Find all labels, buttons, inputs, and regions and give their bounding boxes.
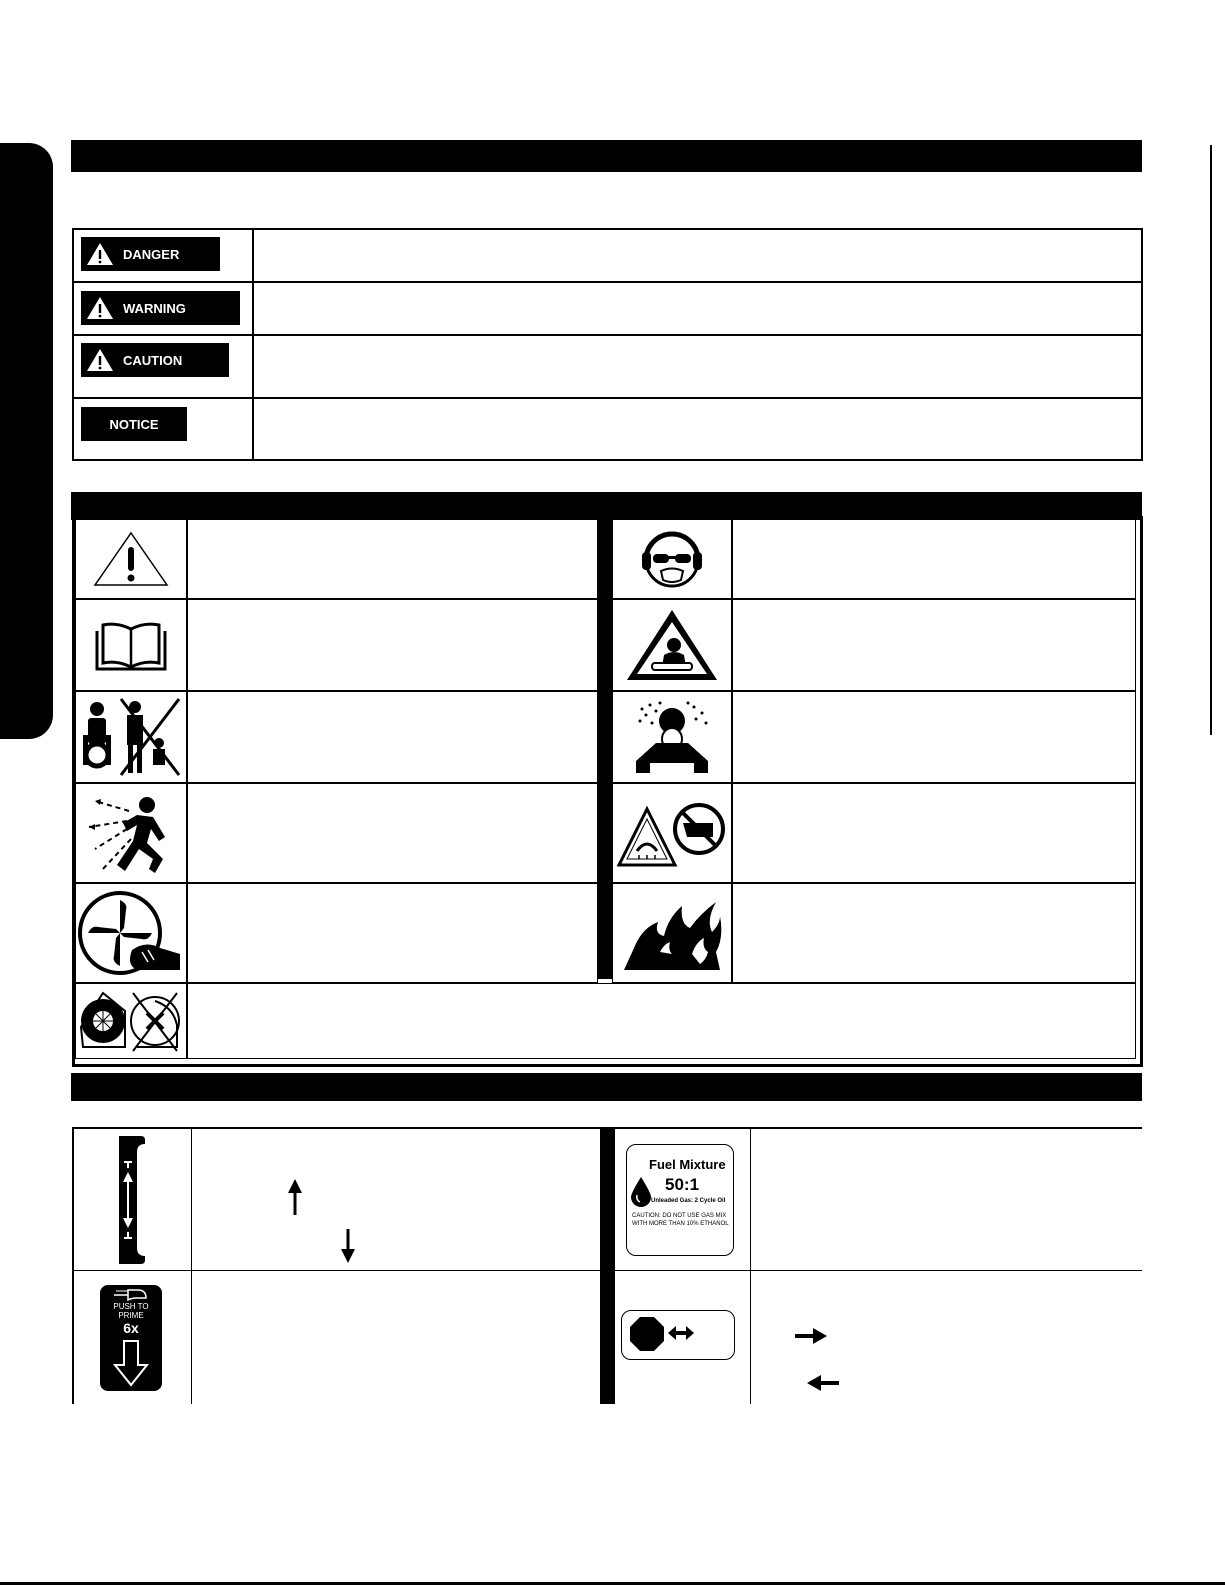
- read-manual-icon: [76, 600, 186, 690]
- bystander-distance-icon: [76, 692, 186, 782]
- stop-switch-icon: [630, 1317, 664, 1351]
- primer-text-line1: PUSH TO: [113, 1302, 149, 1311]
- fuel-mixture-subtitle: Unleaded Gas: 2 Cycle Oil: [651, 1198, 726, 1204]
- symbol-description-cell: [732, 519, 1136, 599]
- rotating-blade-icon: [76, 884, 186, 982]
- safety-alert-icon: [76, 520, 186, 598]
- arrow-down-icon: [113, 1339, 149, 1387]
- controls-table: [72, 1127, 1142, 1404]
- symbol-description-cell: [187, 783, 598, 883]
- respiratory-protection-icon: [613, 692, 731, 782]
- double-arrow-icon: [668, 1325, 694, 1341]
- primer-text-line2: PRIME: [118, 1311, 144, 1320]
- arrow-up-icon: [288, 1179, 302, 1215]
- fuel-mixture-caution: CAUTION: DO NOT USE GAS MIX WITH MORE THAN 10% ETHANOL: [632, 1213, 729, 1227]
- symbol-description-cell: [187, 983, 1136, 1059]
- hot-surface-icon: [613, 784, 731, 882]
- fuel-drop-icon: [631, 1177, 651, 1207]
- controls-header-bar: [71, 1073, 1142, 1101]
- symbol-description-cell: [187, 691, 598, 783]
- symbol-icon-cell: [612, 519, 732, 599]
- section-side-tab: [0, 143, 53, 739]
- primer-bulb-icon: [114, 1288, 150, 1302]
- symbol-icon-cell: [612, 691, 732, 783]
- notice-label: [81, 407, 187, 441]
- flying-debris-icon: [76, 784, 186, 882]
- fuel-mixture-title: Fuel Mixture: [649, 1157, 726, 1172]
- signal-word-table: [72, 228, 1143, 461]
- control-icon-cell: [74, 1271, 192, 1404]
- eye-ear-protection-icon: [613, 520, 731, 598]
- symbol-description-cell: [187, 599, 598, 691]
- warning-triangle-icon: [85, 241, 115, 267]
- control-icon-cell: [74, 1129, 192, 1271]
- control-icon-cell: [615, 1271, 751, 1404]
- fuel-mixture-ratio: 50:1: [665, 1175, 700, 1194]
- fuel-mixture-label: [626, 1144, 734, 1256]
- arrow-down-icon: [341, 1229, 355, 1263]
- symbols-grid: [72, 516, 1143, 1067]
- throttle-trigger-icon: [74, 1129, 191, 1270]
- control-description-cell: [192, 1129, 600, 1271]
- column-separator: [597, 519, 613, 979]
- control-icon-cell: [615, 1129, 751, 1271]
- thrown-objects-warning-icon: [613, 600, 731, 690]
- primer-count: 6x: [123, 1320, 139, 1336]
- symbol-icon-cell: [75, 883, 187, 983]
- symbol-icon-cell: [75, 599, 187, 691]
- symbol-icon-cell: [75, 691, 187, 783]
- caution-description: [253, 335, 1142, 398]
- control-description-cell: [751, 1129, 1142, 1271]
- symbol-description-cell: [732, 599, 1136, 691]
- fire-hazard-icon: [613, 884, 731, 982]
- symbol-icon-cell: [612, 883, 732, 983]
- symbol-icon-cell: [75, 519, 187, 599]
- caution-label: [81, 343, 229, 377]
- warning-description: [253, 282, 1142, 335]
- primer-bulb-label: [100, 1285, 162, 1391]
- symbol-icon-cell: [612, 599, 732, 691]
- control-description-cell: [751, 1271, 1142, 1404]
- warning-triangle-icon: [85, 295, 115, 321]
- symbol-icon-cell: [612, 783, 732, 883]
- stop-switch-label: [621, 1310, 735, 1360]
- page-edge-line: [1210, 145, 1212, 735]
- symbol-icon-cell: [75, 983, 187, 1059]
- caution-text: CAUTION: [123, 352, 183, 368]
- symbol-description-cell: [187, 883, 598, 983]
- safety-header-bar: [71, 140, 1142, 172]
- column-separator: [599, 1129, 615, 1404]
- notice-description: [253, 398, 1142, 460]
- danger-description: [253, 229, 1142, 282]
- blade-guard-icon: [76, 984, 186, 1058]
- symbol-description-cell: [187, 519, 598, 599]
- arrow-left-icon: [807, 1375, 839, 1391]
- notice-text: NOTICE: [109, 416, 159, 432]
- danger-label: [81, 237, 220, 271]
- warning-text: WARNING: [123, 300, 186, 316]
- arrow-right-icon: [795, 1328, 827, 1344]
- symbol-description-cell: [732, 883, 1136, 983]
- symbol-description-cell: [732, 783, 1136, 883]
- warning-triangle-icon: [85, 347, 115, 373]
- warning-label: [81, 291, 240, 325]
- symbol-icon-cell: [75, 783, 187, 883]
- control-description-cell: [192, 1271, 600, 1404]
- danger-text: DANGER: [123, 246, 180, 262]
- symbol-description-cell: [732, 691, 1136, 783]
